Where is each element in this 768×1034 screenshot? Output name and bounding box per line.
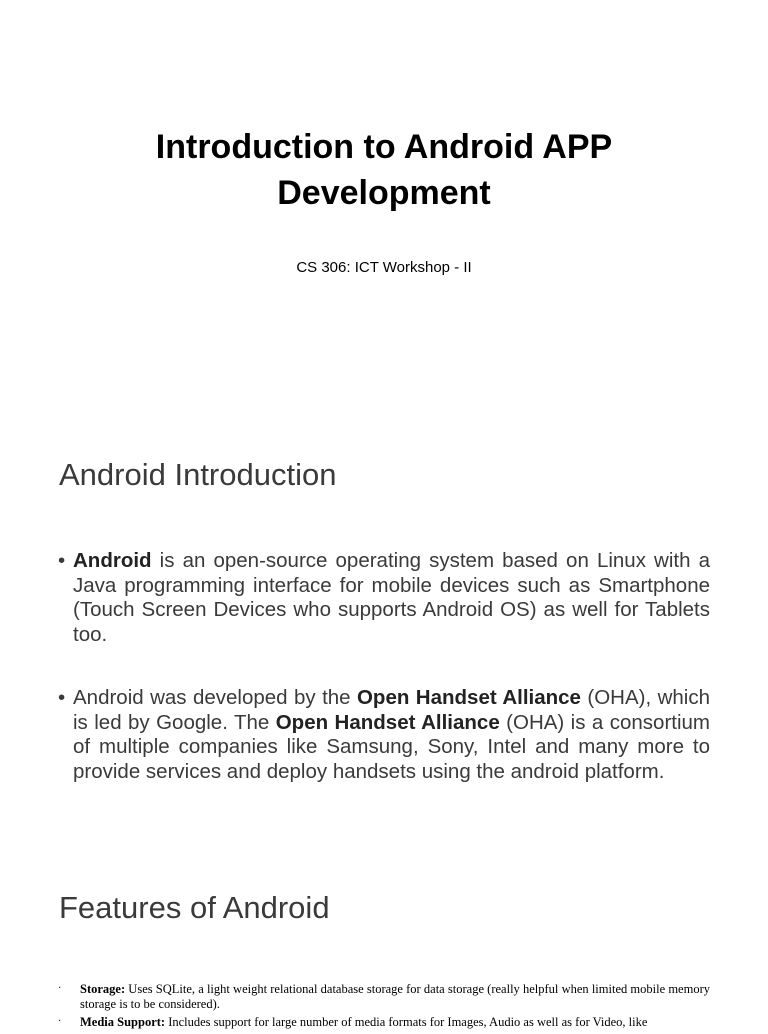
bullet-2-text-a: Android was developed by the <box>73 686 357 709</box>
oha-bold-1: Open Handset Alliance <box>356 686 581 709</box>
feature-storage-text: Uses SQLite, a light weight relational database storage for data storage (really helpful when limited mobile memory storage is to be considered). <box>80 982 710 1011</box>
features-heading: Features of Android <box>59 890 330 925</box>
intro-bullet-1 <box>58 549 710 647</box>
bullet-2-text-b: (OHA), which is led by Google. The <box>73 686 710 734</box>
course-subtitle: CS 306: ICT Workshop - II <box>296 259 472 276</box>
bullet-2-text-c: (OHA) is a consortium of multiple companies like Samsung, Sony, Intel and many more to provide services and deploy handsets using the android platform. <box>73 710 710 783</box>
feature-media <box>58 1015 710 1030</box>
intro-bullet-2 <box>58 686 710 784</box>
page-title <box>80 124 688 216</box>
feature-media-text: Includes support for large number of media formats for Images, Audio as well as for Video, like <box>165 1015 648 1029</box>
bullet-1-text: is an open-source operating system based on Linux with a Java programming interface for mobile devices such as Smartphone (Touch Screen Devices who supports Android OS) as well for Tablets too. <box>73 549 710 646</box>
oha-bold-2: Open Handset Alliance <box>275 710 500 734</box>
title-line-1: Introduction to Android APP <box>155 128 613 166</box>
feature-storage <box>58 982 710 1011</box>
title-slide <box>0 0 768 430</box>
feature-bullet-icon: · <box>58 983 62 994</box>
android-bold: Android <box>73 549 152 572</box>
features-list <box>58 982 710 1034</box>
intro-heading: Android Introduction <box>59 457 337 492</box>
feature-media-label: Media Support: <box>80 1015 166 1029</box>
feature-storage-label: Storage: <box>80 982 126 996</box>
title-line-2: Development <box>277 174 491 212</box>
feature-bullet-icon: · <box>58 1016 62 1027</box>
